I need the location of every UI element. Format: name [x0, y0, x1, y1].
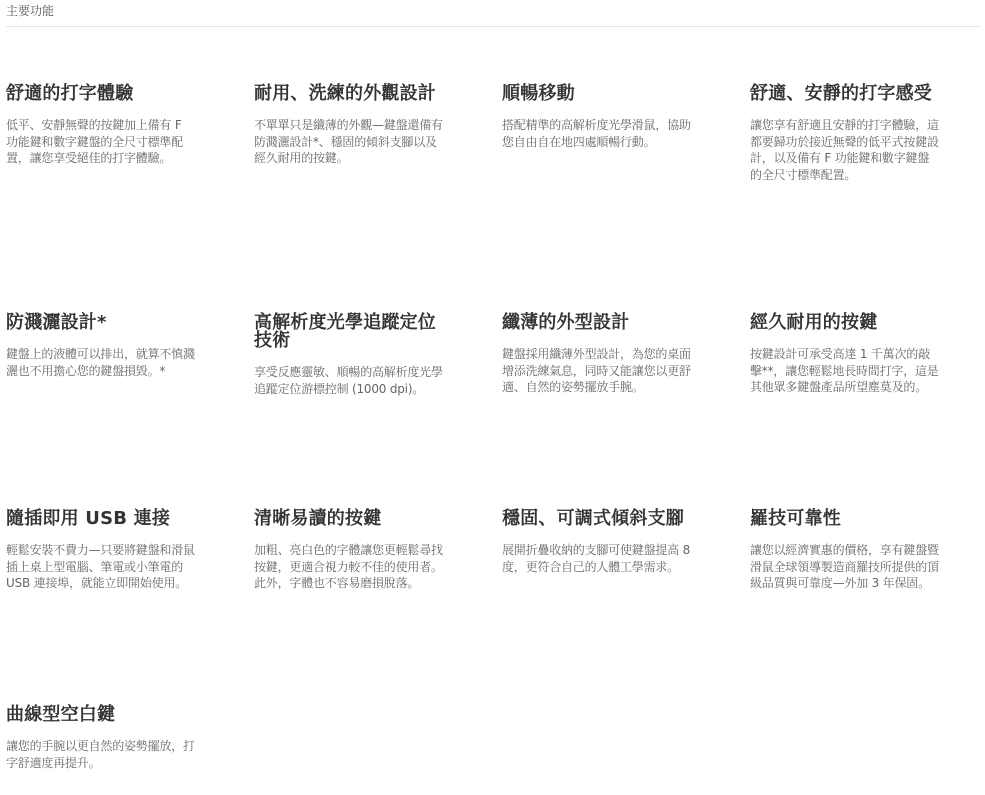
feature-description: 鍵盤採用纖薄外型設計，為您的桌面增添洗練氣息，同時又能讓您以更舒適、自然的姿勢擺放手腕。 — [502, 347, 691, 394]
feature-description: 低平、安靜無聲的按鍵加上備有 F 功能鍵和數字鍵盤的全尺寸標準配置，讓您享受絕佳的打字體驗。 — [6, 118, 184, 165]
feature-card-smooth-movement — [502, 85, 692, 150]
feature-card-comfortable-typing — [6, 85, 196, 167]
feature-card-tilt-legs — [502, 510, 692, 575]
feature-description: 輕鬆安裝不費力—只要將鍵盤和滑鼠插上桌上型電腦、筆電或小筆電的 USB 連接埠，就能立即開始使用。 — [6, 543, 195, 590]
feature-title: 隨插即用 USB 連接 — [6, 508, 171, 529]
feature-title: 耐用、洗練的外觀設計 — [254, 83, 436, 104]
feature-description: 不單單只是纖薄的外觀—鍵盤還備有防濺灑設計*、穩固的傾斜支腳以及經久耐用的按鍵。 — [254, 118, 443, 165]
feature-card-legible-keys — [254, 510, 444, 592]
feature-description: 讓您的手腕以更自然的姿勢擺放，打字舒適度再提升。 — [6, 739, 195, 770]
feature-description: 搭配精準的高解析度光學滑鼠，協助您自由自在地四處順暢行動。 — [502, 118, 691, 149]
feature-card-durable-keys — [750, 314, 940, 396]
feature-description: 享受反應靈敏、順暢的高解析度光學追蹤定位游標控制 (1000 dpi)。 — [254, 365, 443, 396]
feature-title: 清晰易讀的按鍵 — [254, 508, 382, 529]
section-title: 主要功能 — [6, 4, 55, 18]
feature-title: 纖薄的外型設計 — [502, 312, 630, 333]
feature-card-spill-resistant — [6, 314, 196, 379]
feature-description: 讓您以經濟實惠的價格，享有鍵盤暨滑鼠全球領導製造商羅技所提供的頂級品質與可靠度—外加 3 年保固。 — [750, 543, 939, 590]
feature-description: 讓您享有舒適且安靜的打字體驗，這都要歸功於接近無聲的低平式按鍵設計，以及備有 F 功能鍵和數字鍵盤的全尺寸標準配置。 — [750, 118, 939, 182]
feature-title: 舒適的打字體驗 — [6, 83, 134, 104]
feature-card-durable-design — [254, 85, 444, 167]
feature-title: 穩固、可調式傾斜支腳 — [502, 508, 684, 529]
feature-title: 曲線型空白鍵 — [6, 704, 116, 725]
feature-title: 舒適、安靜的打字感受 — [750, 83, 932, 104]
feature-title: 經久耐用的按鍵 — [750, 312, 878, 333]
feature-card-optical-tracking — [254, 314, 444, 397]
feature-title: 羅技可靠性 — [750, 508, 841, 529]
section-divider — [6, 26, 981, 27]
feature-description: 按鍵設計可承受高達 1 千萬次的敲擊**，讓您輕鬆地長時間打字，這是其他眾多鍵盤產品所望塵莫及的。 — [750, 347, 939, 394]
feature-card-plug-and-play — [6, 510, 196, 592]
feature-description: 展開折疊收納的支腳可使鍵盤提高 8 度，更符合自己的人體工學需求。 — [502, 543, 691, 574]
feature-title: 順暢移動 — [502, 83, 575, 104]
feature-card-reliability — [750, 510, 940, 592]
feature-card-curved-spacebar — [6, 706, 196, 771]
feature-title: 防濺灑設計* — [6, 312, 107, 333]
feature-description: 鍵盤上的液體可以排出，就算不慎濺灑也不用擔心您的鍵盤損毀。* — [6, 347, 195, 378]
feature-card-slim-profile — [502, 314, 692, 396]
feature-card-quiet-typing — [750, 85, 940, 183]
feature-description: 加粗、亮白色的字體讓您更輕鬆尋找按鍵，更適合視力較不佳的使用者。此外，字體也不容易磨損脫落。 — [254, 543, 443, 590]
feature-title: 高解析度光學追蹤定位技術 — [254, 312, 436, 351]
